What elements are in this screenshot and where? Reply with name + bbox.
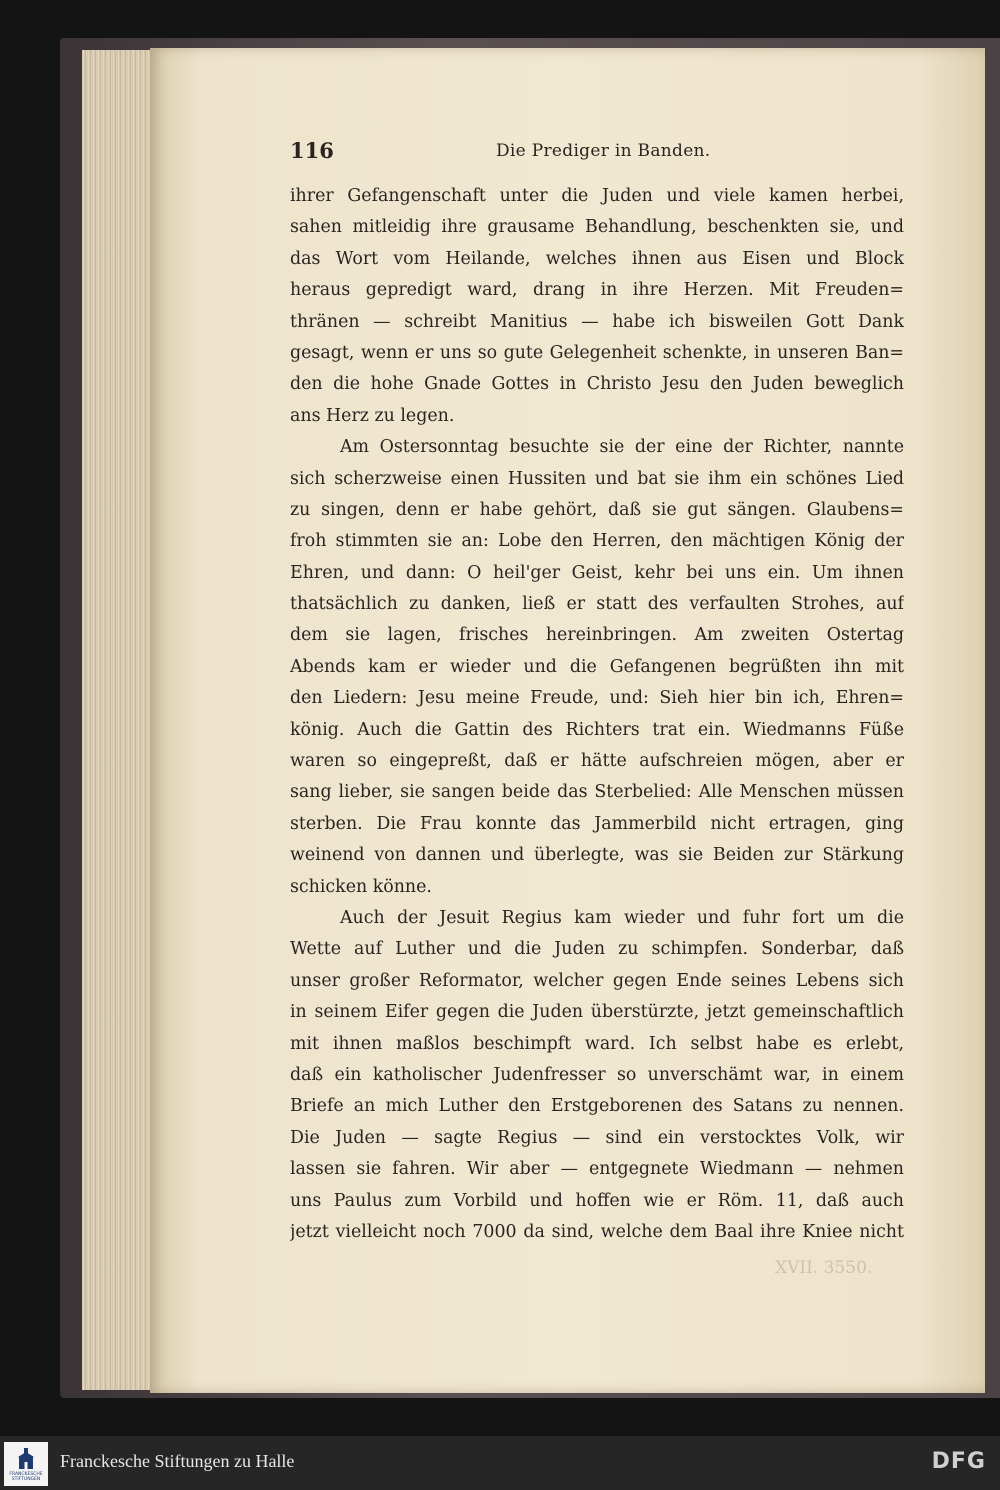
text-line: Am Ostersonntag besuchte sie der eine der Richter, nannte [340, 437, 904, 458]
building-icon [16, 1447, 36, 1471]
viewer-footer [0, 1436, 1000, 1490]
text-line: den Liedern: Jesu meine Freude, und: Sieh hier bin ich, Ehren= [290, 688, 904, 709]
text-line: Wette auf Luther und die Juden zu schimpfen. Sonderbar, daß [290, 939, 904, 960]
text-line: heraus gepredigt ward, drang in ihre Herzen. Mit Freuden= [290, 280, 904, 301]
text-line: lassen sie fahren. Wir aber — entgegnete Wiedmann — nehmen [290, 1159, 904, 1180]
text-line: unser großer Reformator, welcher gegen Ende seines Lebens sich [290, 970, 904, 991]
text-line: könig. Auch die Gattin des Richters trat ein. Wiedmanns Füße [290, 719, 904, 740]
text-line: froh stimmten sie an: Lobe den Herren, den mächtigen König der [290, 531, 904, 552]
text-line: Abends kam er wieder und die Gefangenen begrüßten ihn mit [290, 656, 904, 677]
text-line: Auch der Jesuit Regius kam wieder und fuhr fort um die [340, 907, 904, 928]
text-line: ihrer Gefangenschaft unter die Juden und viele kamen herbei, [290, 186, 904, 206]
text-line: ans Herz zu legen. [290, 405, 455, 426]
text-line: den die hohe Gnade Gottes in Christo Jesu den Juden beweglich [290, 374, 904, 395]
text-line: waren so eingepreßt, daß er hätte aufschreien mögen, aber er [290, 751, 904, 772]
text-line: Ehren, und dann: O heil'ger Geist, kehr bei uns ein. Um ihnen [290, 562, 904, 583]
page-number: 116 [290, 138, 334, 163]
text-line: Die Juden — sagte Regius — sind ein verstocktes Volk, wir [290, 1127, 904, 1148]
text-line: uns Paulus zum Vorbild und hoffen wie er Röm. 11, daß auch [290, 1190, 904, 1211]
text-line: das Wort vom Heilande, welches ihnen aus Eisen und Block [290, 248, 904, 269]
body-text [290, 181, 904, 1248]
logo-text: FRANCKESCHE STIFTUNGEN [9, 1472, 43, 1482]
text-line: zu singen, denn er habe gehört, daß sie gut sängen. Glaubens= [290, 499, 904, 520]
text-line: in seinem Eifer gegen die Juden überstürzte, jetzt gemeinschaftlich [290, 1002, 904, 1023]
text-line: jetzt vielleicht noch 7000 da sind, welche dem Baal ihre Kniee nicht [290, 1221, 904, 1242]
text-line: gesagt, wenn er uns so gute Gelegenheit schenkte, in unseren Ban= [290, 342, 904, 363]
text-line: thränen — schreibt Manitius — habe ich bisweilen Gott Dank [290, 311, 904, 332]
institution-name[interactable]: Franckesche Stiftungen zu Halle [60, 1451, 295, 1471]
text-line: sang lieber, sie sangen beide das Sterbelied: Alle Menschen müssen [290, 782, 904, 803]
text-line: schicken könne. [290, 876, 432, 897]
text-line: sterben. Die Frau konnte das Jammerbild nicht ertragen, ging [290, 813, 904, 834]
text-line: thatsächlich zu danken, ließ er statt des verfaulten Strohes, auf [290, 594, 904, 615]
text-line: sich scherzweise einen Hussiten und bat sie ihm ein schönes Lied [290, 468, 904, 489]
text-line: daß ein katholischer Judenfresser so unverschämt war, in einem [290, 1064, 904, 1085]
text-line: Briefe an mich Luther den Erstgeborenen des Satans zu nennen. [290, 1096, 904, 1117]
dfg-logo[interactable]: DFG [931, 1449, 986, 1474]
franckesche-stiftungen-logo[interactable] [4, 1442, 48, 1486]
faint-bleed-through-mark: XVII. 3550. [775, 1258, 873, 1278]
text-line: dem sie lagen, frisches hereinbringen. Am zweiten Ostertag [290, 625, 904, 646]
text-line: weinend von dannen und überlegte, was sie Beiden zur Stärkung [290, 845, 904, 866]
text-line: mit ihnen maßlos beschimpft ward. Ich selbst habe es erlebt, [290, 1033, 904, 1054]
text-line: sahen mitleidig ihre grausame Behandlung, beschenkten sie, und [290, 217, 904, 238]
running-head: Die Prediger in Banden. [496, 141, 711, 161]
